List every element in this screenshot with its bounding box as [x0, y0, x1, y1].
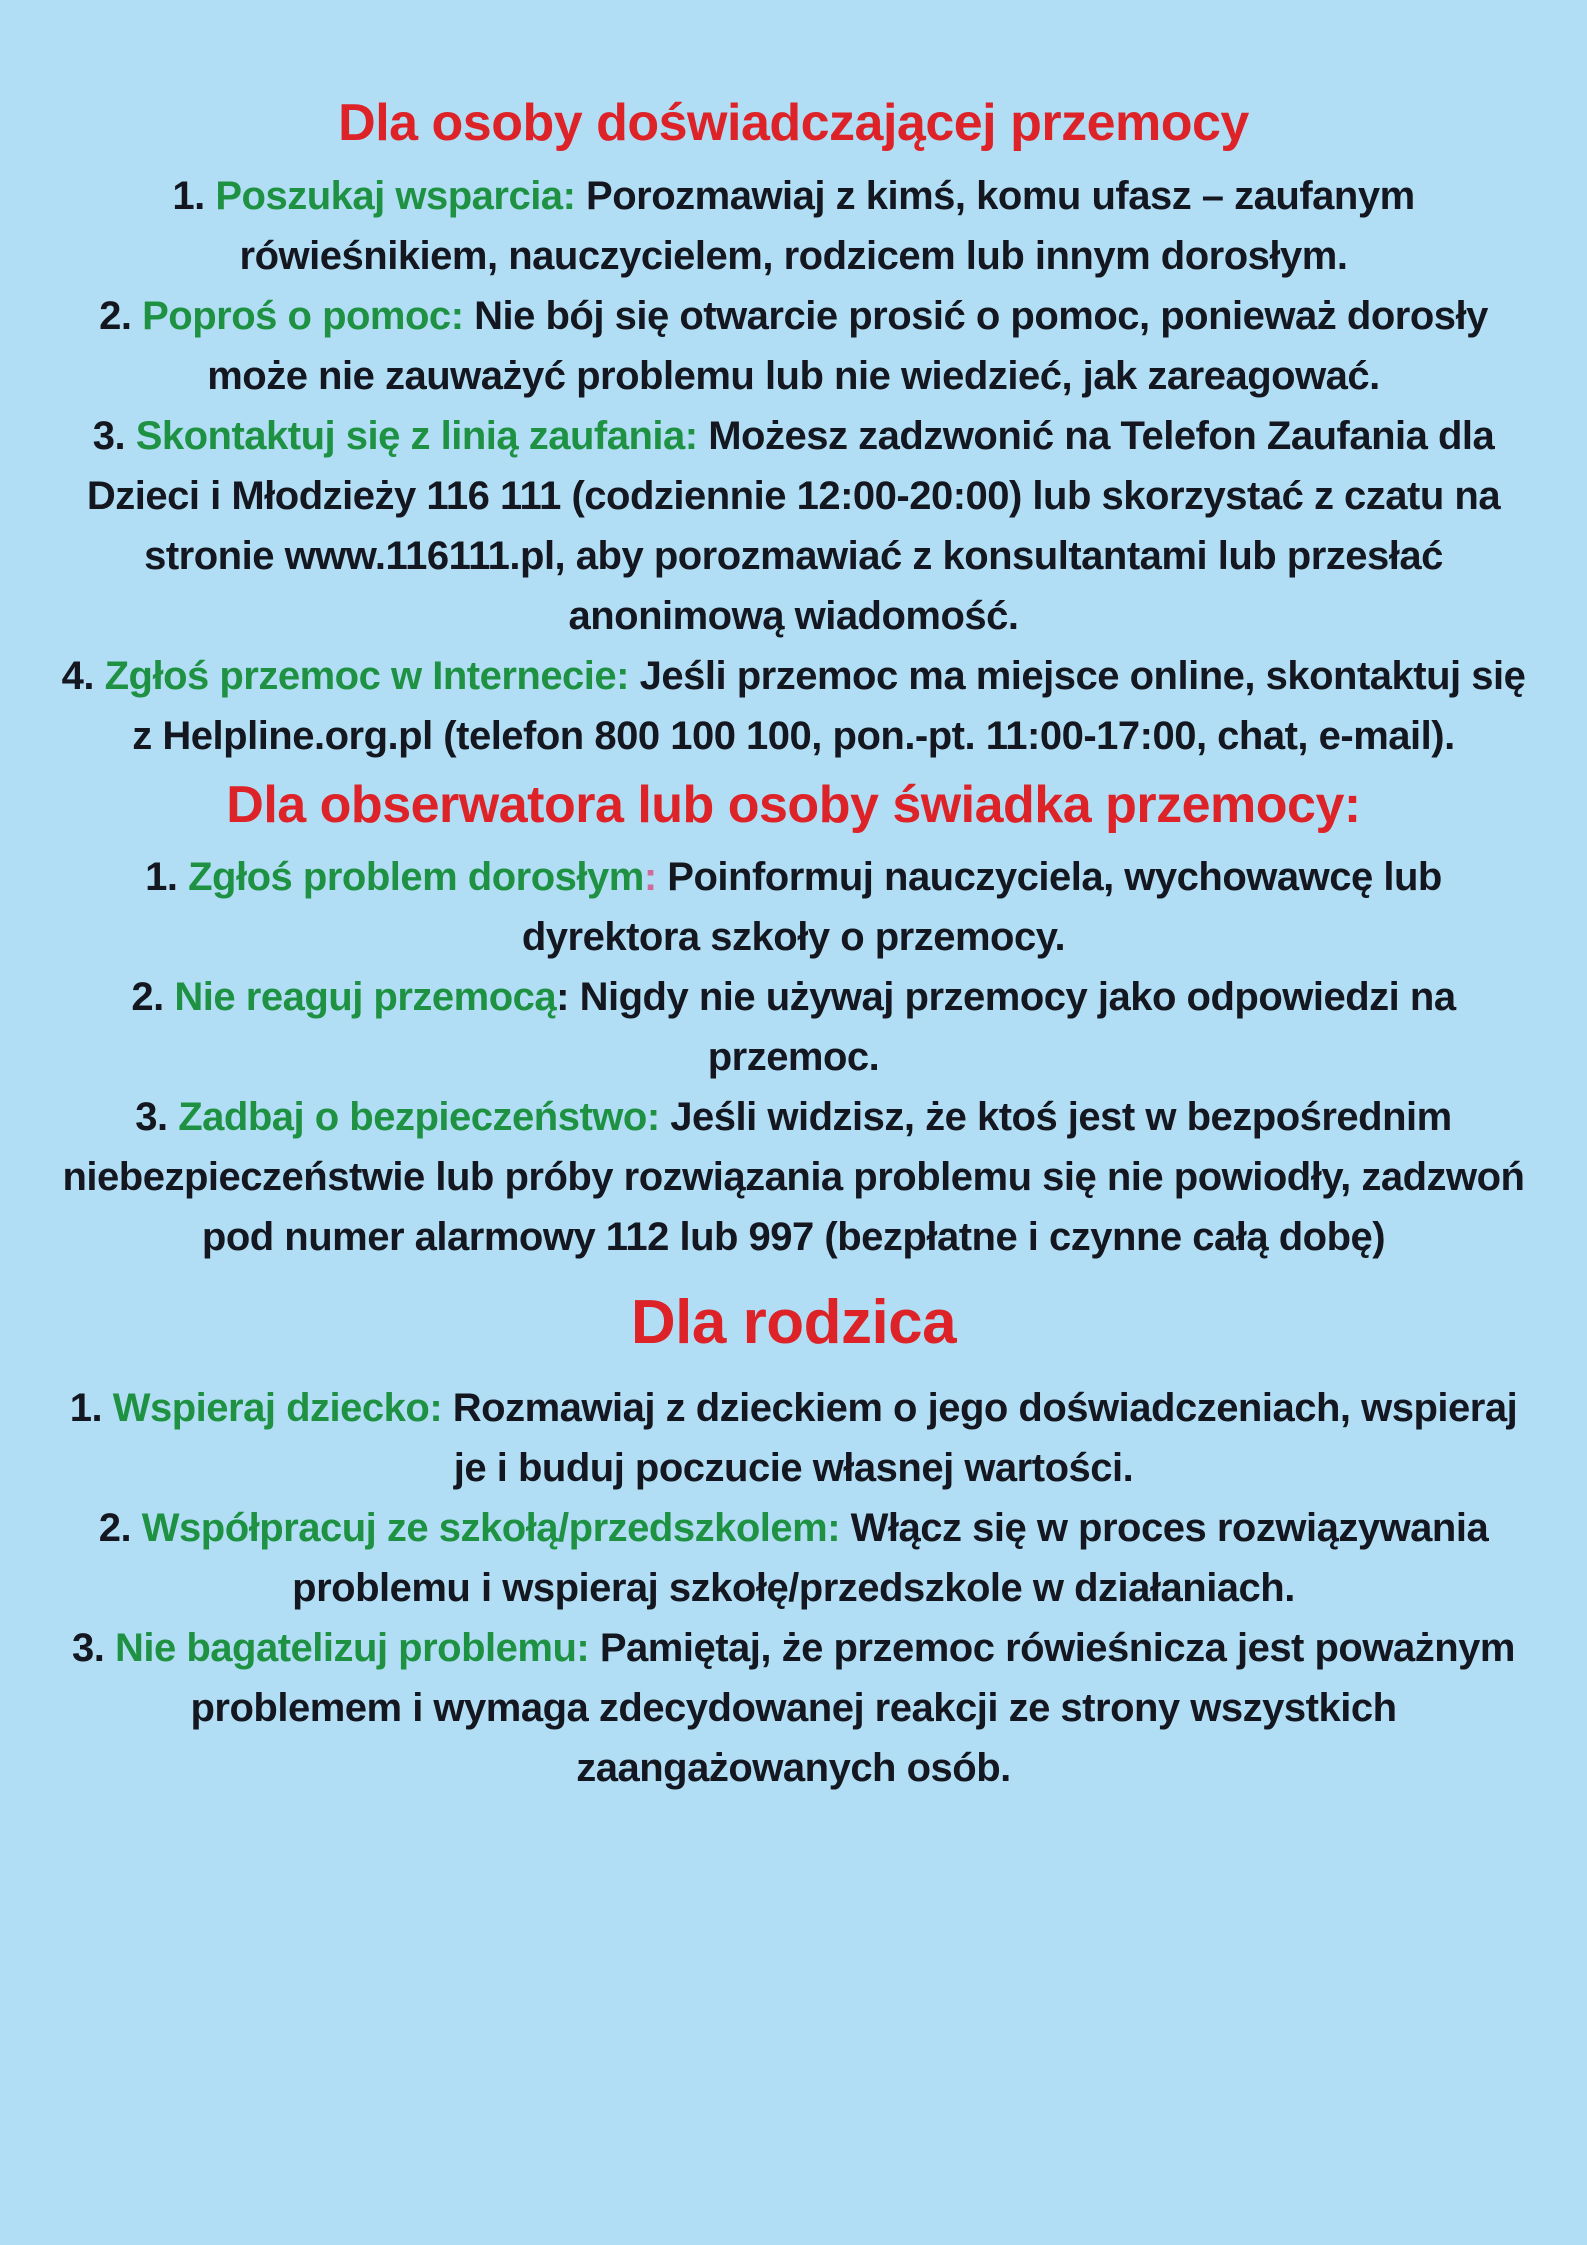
- item-colon: :: [646, 1095, 660, 1140]
- item-number: 1.: [69, 1385, 103, 1430]
- item-lead: Wspieraj dziecko: [112, 1385, 430, 1430]
- item-number: 4.: [61, 653, 94, 698]
- item-number: 2.: [99, 293, 132, 338]
- section-parent: [51, 1283, 1536, 1798]
- item-lead: Nie reaguj przemocą: [174, 975, 557, 1020]
- item-colon: :: [429, 1385, 443, 1430]
- item-body: Porozmawiaj z kimś, komu ufasz – zaufanym rówieśnikiem, nauczycielem, rodzicem lub innym dorosłym.: [239, 173, 1415, 278]
- item-body: Włącz się w proces rozwiązywania problemu i wspieraj szkołę/przedszkole w działaniach.: [292, 1505, 1489, 1610]
- section-victim: [51, 90, 1536, 766]
- item-colon: :: [562, 173, 576, 218]
- list-item: [51, 286, 1536, 406]
- item-colon: :: [827, 1505, 841, 1550]
- item-lead: Poszukaj wsparcia: [215, 173, 563, 218]
- section-heading: Dla rodzica: [630, 1288, 957, 1358]
- list-item: [51, 1498, 1536, 1618]
- item-colon: :: [576, 1625, 590, 1670]
- item-colon: :: [684, 413, 698, 458]
- item-lead: Poproś o pomoc: [142, 293, 451, 338]
- list-item: [51, 1087, 1536, 1267]
- item-body: Pamiętaj, że przemoc rówieśnicza jest poważnym problemem i wymaga zdecydowanej reakcji ze strony wszystkich zaangażowanych osób.: [190, 1625, 1515, 1790]
- item-number: 1.: [145, 855, 178, 900]
- item-colon: :: [450, 293, 464, 338]
- item-number: 2.: [98, 1505, 132, 1550]
- item-body: Poinformuj nauczyciela, wychowawcę lub dyrektora szkoły o przemocy.: [521, 855, 1442, 960]
- item-body: Jeśli widzisz, że ktoś jest w bezpośrednim niebezpieczeństwie lub próby rozwiązania problemu się nie powiodły, zadzwoń pod numer alarmowy 112 lub 997 (bezpłatne i czynne całą dobę): [62, 1095, 1525, 1260]
- section-heading: Dla osoby doświadczającej przemocy: [338, 94, 1249, 152]
- item-colon: :: [643, 855, 657, 900]
- list-item: [51, 406, 1536, 646]
- item-body: Nigdy nie używaj przemocy jako odpowiedzi na przemoc.: [579, 975, 1456, 1080]
- list-item: [51, 166, 1536, 286]
- list-item: [51, 967, 1536, 1087]
- list-item: [51, 1618, 1536, 1798]
- item-number: 1.: [172, 173, 205, 218]
- item-number: 3.: [72, 1625, 105, 1670]
- item-lead: Współpracuj ze szkołą/przedszkolem: [141, 1505, 828, 1550]
- item-body: Jeśli przemoc ma miejsce online, skontaktuj się z Helpline.org.pl (telefon 800 100 100, pon.-pt. 11:00-17:00, chat, e-mail).: [132, 653, 1526, 758]
- item-colon: :: [556, 975, 569, 1020]
- list-item: [51, 1378, 1536, 1498]
- section-witness: [51, 772, 1536, 1268]
- poster-content: [51, 90, 1536, 1798]
- list-item: [51, 646, 1536, 766]
- item-colon: :: [616, 653, 629, 698]
- item-lead: Zgłoś problem dorosłym: [188, 855, 644, 900]
- item-body: Rozmawiaj z dzieckiem o jego doświadczeniach, wspieraj je i buduj poczucie własnej wartości.: [452, 1385, 1518, 1490]
- item-lead: Zadbaj o bezpieczeństwo: [178, 1095, 647, 1140]
- item-lead: Skontaktuj się z linią zaufania: [135, 413, 685, 458]
- item-body: Nie bój się otwarcie prosić o pomoc, ponieważ dorosły może nie zauważyć problemu lub nie wiedzieć, jak zareagować.: [207, 293, 1488, 398]
- list-item: [51, 847, 1536, 967]
- item-lead: Nie bagatelizuj problemu: [115, 1625, 577, 1670]
- item-body: Możesz zadzwonić na Telefon Zaufania dla Dzieci i Młodzieży 116 111 (codziennie 12:00-20:00) lub skorzystać z czatu na stronie www.116111.pl, aby porozmawiać z konsultantami lub przesłać anonimową wiadomość.: [86, 413, 1501, 638]
- item-number: 2.: [131, 975, 164, 1020]
- item-number: 3.: [135, 1095, 168, 1140]
- section-heading: Dla obserwatora lub osoby świadka przemocy:: [226, 775, 1361, 834]
- item-number: 3.: [92, 413, 126, 458]
- item-lead: Zgłoś przemoc w Internecie: [104, 653, 617, 698]
